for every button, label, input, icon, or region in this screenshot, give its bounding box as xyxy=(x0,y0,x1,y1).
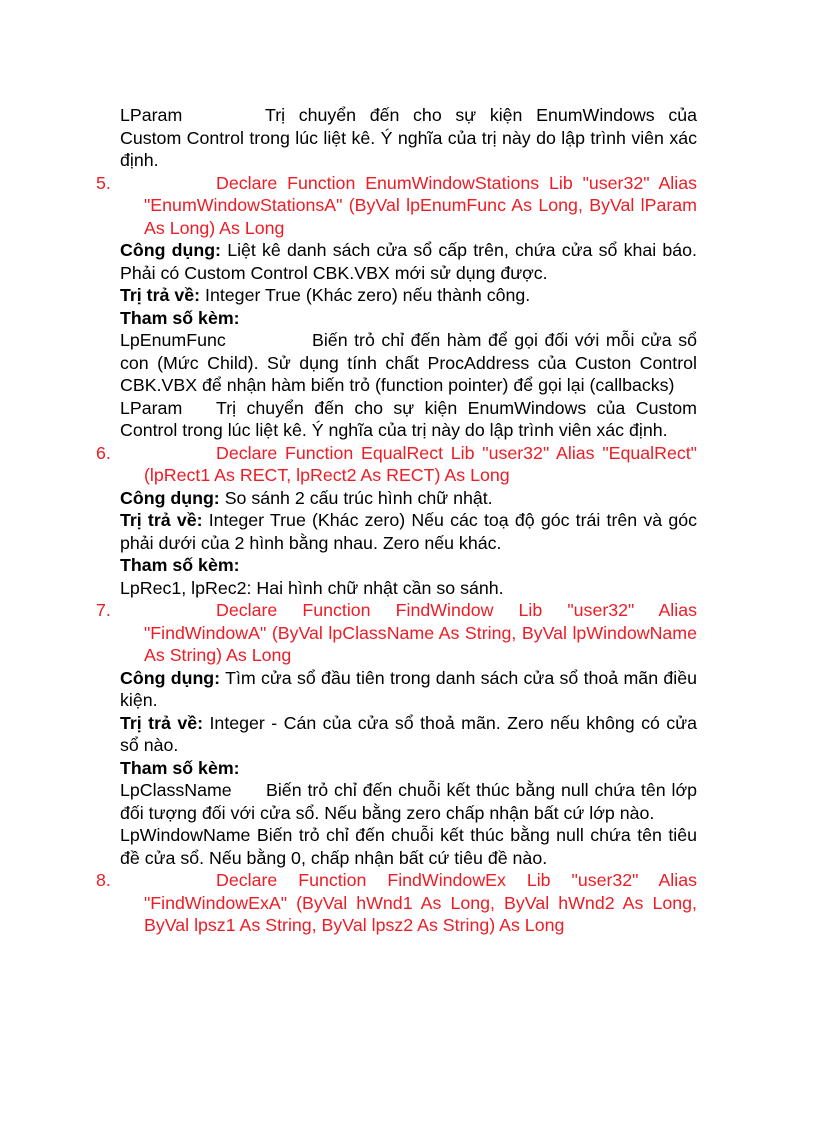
param-name: LParam xyxy=(120,105,183,125)
param-desc: Trị chuyển đến cho sự kiện EnumWindows của Custom Control trong lúc liệt kê. Ý nghĩa của trị này do lập trình viên xác định. xyxy=(120,105,697,170)
usage-text: Liệt kê danh sách cửa sổ cấp trên, chứa cửa sổ khai báo. Phải có Custom Control CBK.VBX mới sử dụng được. xyxy=(120,240,697,283)
usage-6 xyxy=(120,487,697,510)
declaration-text: Declare Function FindWindowEx Lib "user32" Alias "FindWindowExA" (ByVal hWnd1 As Long, ByVal hWnd2 As Long, ByVal lpsz1 As String, ByVal lpsz2 As String) As Long xyxy=(144,870,697,935)
item-number: 5. xyxy=(96,172,111,193)
document-page xyxy=(96,104,697,937)
usage-label: Công dụng: xyxy=(120,240,221,260)
return-5 xyxy=(120,284,697,307)
return-text: Integer - Cán của cửa sổ thoả mãn. Zero nếu không có cửa sổ nào. xyxy=(120,712,697,755)
params-heading-7 xyxy=(120,757,697,780)
declaration-6 xyxy=(96,442,697,487)
params-label: Tham số kèm: xyxy=(120,555,240,575)
param-desc: Biến trỏ chỉ đến hàm để gọi đối với mỗi cửa sổ con (Mức Child). Sử dụng tính chất ProcAddress của Custon Control CBK.VBX để nhận hàm biến trỏ (function pointer) để gọi lại (callbacks) xyxy=(120,330,697,395)
param-name: LpClassName xyxy=(120,780,232,800)
declaration-text: Declare Function EnumWindowStations Lib "user32" Alias "EnumWindowStationsA" (ByVal lpEnumFunc As Long, ByVal lParam As Long) As Long xyxy=(144,172,697,238)
param-name: LParam xyxy=(120,397,183,418)
return-label: Trị trả về: xyxy=(120,712,204,733)
usage-text: So sánh 2 cấu trúc hình chữ nhật. xyxy=(224,487,493,508)
param-lpenumfunc xyxy=(120,329,697,397)
item-number: 7. xyxy=(96,600,111,620)
return-text: Integer True (Khác zero) nếu thành công. xyxy=(205,285,531,305)
return-7 xyxy=(120,712,697,757)
return-text: Integer True (Khác zero) Nếu các toạ độ góc trái trên và góc phải dưới của 2 hình bằng nhau. Zero nếu khác. xyxy=(120,510,697,553)
param-lparam-2 xyxy=(120,397,697,442)
param-desc: LpRec1, lpRec2: Hai hình chữ nhật cần so sánh. xyxy=(120,577,504,598)
usage-label: Công dụng: xyxy=(120,487,220,508)
params-heading-5 xyxy=(120,307,697,330)
declaration-text: Declare Function EqualRect Lib "user32" Alias "EqualRect" (lpRect1 As RECT, lpRect2 As RECT) As Long xyxy=(144,442,697,485)
return-label: Trị trả về: xyxy=(120,510,203,530)
declaration-text: Declare Function FindWindow Lib "user32" Alias "FindWindowA" (ByVal lpClassName As String, ByVal lpWindowName As String) As Long xyxy=(144,600,697,665)
usage-text: Tìm cửa sổ đầu tiên trong danh sách cửa sổ thoả mãn điều kiện. xyxy=(120,667,697,710)
param-desc: Trị chuyển đến cho sự kiện EnumWindows của Custom Control trong lúc liệt kê. Ý nghĩa của trị này do lập trình viên xác định. xyxy=(120,397,697,440)
param-desc: Biến trỏ chỉ đến chuỗi kết thúc bằng null chứa tên tiêu đề cửa sổ. Nếu bằng 0, chấp nhận bất cứ tiêu đề nào. xyxy=(120,825,697,868)
usage-7 xyxy=(120,667,697,712)
declaration-7 xyxy=(96,599,697,667)
return-6 xyxy=(120,509,697,554)
param-lpwindowname xyxy=(120,824,697,869)
usage-label: Công dụng: xyxy=(120,667,221,688)
item-number: 6. xyxy=(96,442,111,463)
params-heading-6 xyxy=(120,554,697,577)
param-name: LpWindowName xyxy=(120,825,251,845)
param-desc: Biến trỏ chỉ đến chuỗi kết thúc bằng null chứa tên lớp đối tượng đối với cửa sổ. Nếu bằng zero chấp nhận bất cứ lớp nào. xyxy=(120,780,697,823)
param-name: LpEnumFunc xyxy=(120,330,226,350)
params-label: Tham số kèm: xyxy=(120,307,240,328)
declaration-8 xyxy=(96,869,697,937)
declaration-5 xyxy=(96,172,697,240)
item-number: 8. xyxy=(96,870,111,890)
usage-5 xyxy=(120,239,697,284)
return-label: Trị trả về: xyxy=(120,285,201,305)
params-label: Tham số kèm: xyxy=(120,757,240,778)
param-lprec xyxy=(120,577,697,600)
param-lparam-1 xyxy=(120,104,697,172)
param-lpclassname xyxy=(120,779,697,824)
